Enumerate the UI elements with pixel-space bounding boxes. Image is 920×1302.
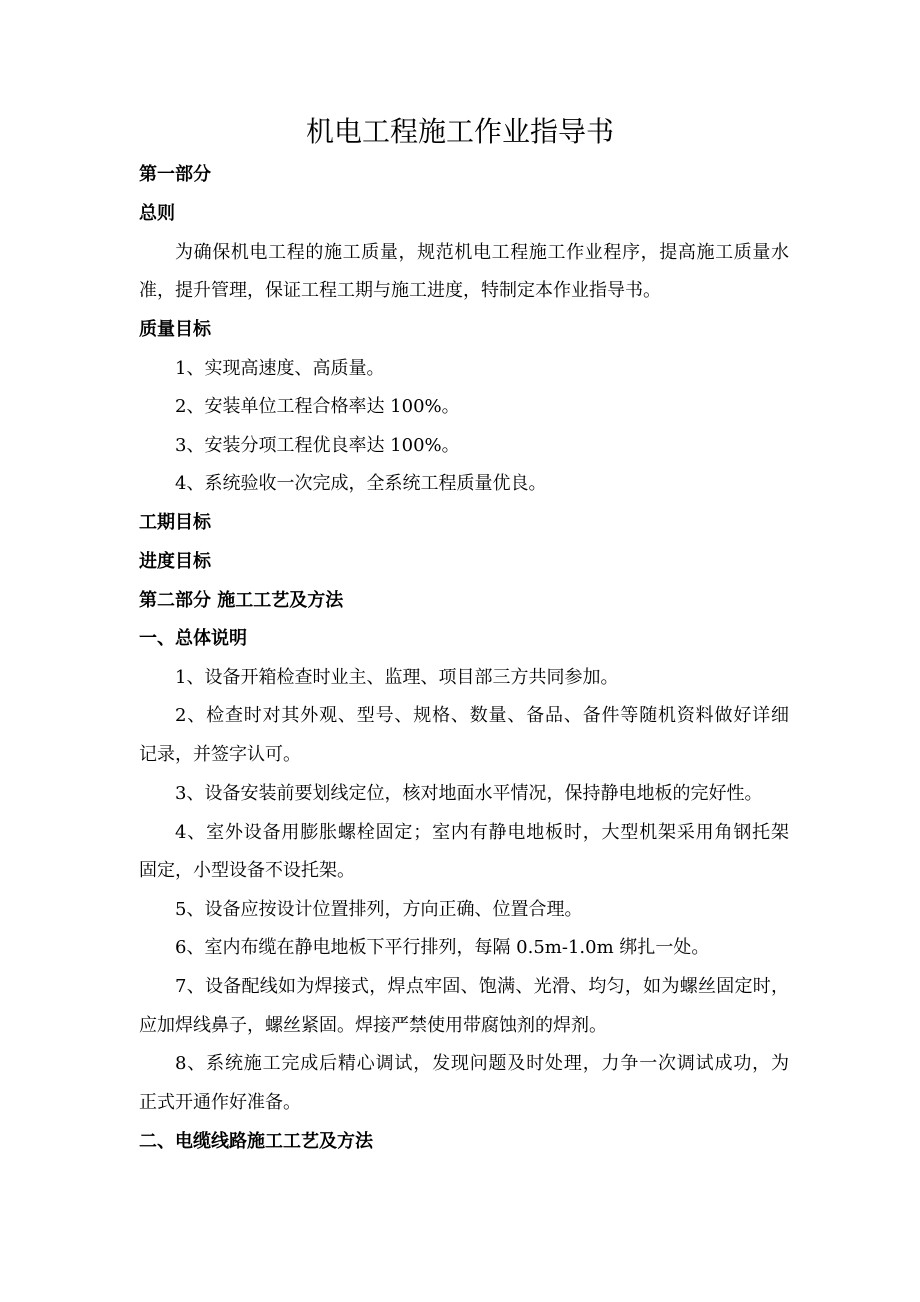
progress-goals-heading: 进度目标 [139, 551, 211, 572]
section-two-heading: 二、电缆线路施工工艺及方法 [139, 1131, 373, 1152]
part-one-heading: 第一部分 [139, 164, 211, 185]
section-one-item: 7、设备配线如为焊接式，焊点牢固、饱满、光滑、均匀，如为螺丝固定时， [175, 976, 789, 997]
section-one-item: 2、检查时对其外观、型号、规格、数量、备品、备件等随机资料做好详细 [175, 705, 789, 726]
section-one-item-continuation: 记录，并签字认可。 [139, 744, 301, 765]
section-one-item: 3、设备安装前要划线定位，核对地面水平情况，保持静电地板的完好性。 [175, 783, 763, 804]
section-one-item: 8、系统施工完成后精心调试，发现问题及时处理，力争一次调试成功，为 [175, 1053, 789, 1074]
general-paragraph-line: 为确保机电工程的施工质量，规范机电工程施工作业程序，提高施工质量水 [175, 242, 789, 263]
general-heading: 总则 [139, 203, 175, 224]
document-title: 机电工程施工作业指导书 [305, 115, 614, 148]
quality-goal-item: 2、安装单位工程合格率达 100%。 [175, 396, 460, 417]
section-one-item: 4、室外设备用膨胀螺栓固定；室内有静电地板时，大型机架采用角钢托架 [175, 822, 789, 843]
quality-goal-item: 3、安装分项工程优良率达 100%。 [175, 435, 460, 456]
quality-goal-item: 4、系统验收一次完成，全系统工程质量优良。 [175, 473, 547, 494]
part-two-heading: 第二部分 施工工艺及方法 [139, 590, 344, 611]
general-paragraph-line: 准，提升管理，保证工程工期与施工进度，特制定本作业指导书。 [139, 280, 661, 301]
section-one-item-continuation: 应加焊线鼻子，螺丝紧固。焊接严禁使用带腐蚀剂的焊剂。 [139, 1015, 607, 1036]
quality-goals-heading: 质量目标 [139, 319, 211, 340]
section-one-item: 5、设备应按设计位置排列，方向正确、位置合理。 [175, 899, 583, 920]
quality-goal-item: 1、实现高速度、高质量。 [175, 358, 385, 379]
section-one-heading: 一、总体说明 [139, 628, 247, 649]
section-one-item-continuation: 正式开通作好准备。 [139, 1092, 301, 1113]
section-one-item-continuation: 固定，小型设备不设托架。 [139, 860, 355, 881]
section-one-item: 6、室内布缆在静电地板下平行排列，每隔 0.5m-1.0m 绑扎一处。 [175, 937, 710, 958]
section-one-item: 1、设备开箱检查时业主、监理、项目部三方共同参加。 [175, 667, 619, 688]
schedule-goals-heading: 工期目标 [139, 512, 211, 533]
